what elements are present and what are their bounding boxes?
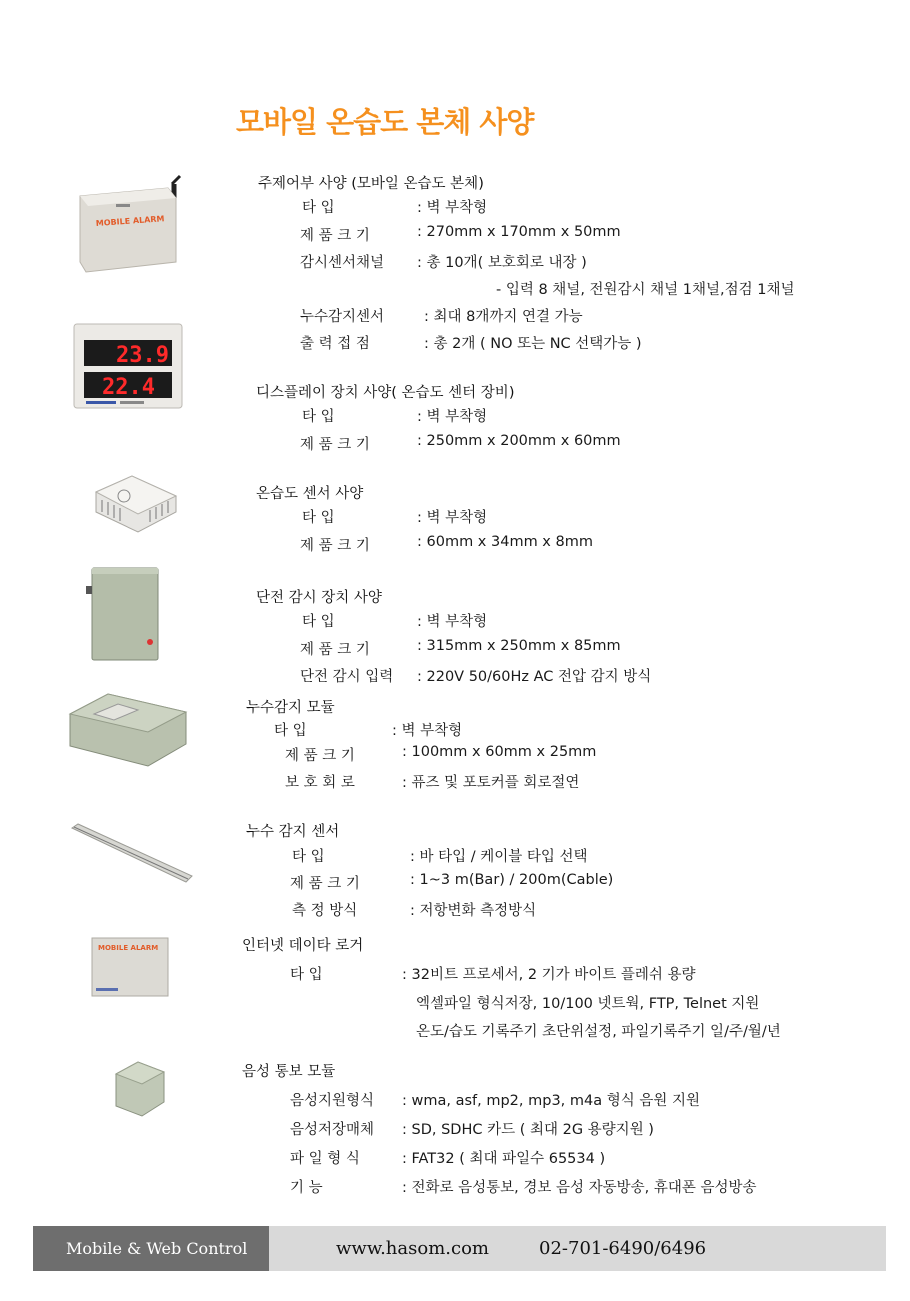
spec-value: : 100mm x 60mm x 25mm (402, 744, 597, 760)
spec-label: 제 품 크 기 (285, 748, 355, 764)
spec-label: 제 품 크 기 (300, 228, 370, 244)
spec-label: 타 입 (302, 409, 335, 425)
spec-value: : 60mm x 34mm x 8mm (417, 534, 593, 550)
spec-label: 타 입 (302, 614, 335, 630)
sensor-image (94, 472, 178, 534)
data-logger-image (90, 936, 170, 998)
spec-value: : SD, SDHC 카드 ( 최대 2G 용량지원 ) (402, 1122, 654, 1138)
spec-value: : 바 타입 / 케이블 타입 선택 (410, 849, 588, 865)
spec-value: : 최대 8개까지 연결 가능 (424, 309, 583, 325)
spec-label: 제 품 크 기 (300, 437, 370, 453)
spec-label: 출 력 접 점 (300, 336, 370, 352)
spec-value: - 입력 8 채널, 전원감시 채널 1채널,점검 1채널 (496, 282, 795, 298)
section-heading: 누수 감지 센서 (246, 824, 340, 840)
spec-value: : 저항변화 측정방식 (410, 903, 537, 919)
spec-value: : 220V 50/60Hz AC 전압 감지 방식 (417, 669, 652, 685)
footer-bar (33, 1226, 886, 1271)
spec-label: 제 품 크 기 (300, 538, 370, 554)
spec-label: 타 입 (302, 510, 335, 526)
spec-value: : 32비트 프로세서, 2 기가 바이트 플레쉬 용량 (402, 967, 696, 983)
spec-value: : 250mm x 200mm x 60mm (417, 433, 621, 449)
spec-value: : 1~3 m(Bar) / 200m(Cable) (410, 872, 614, 888)
spec-label: 측 정 방식 (292, 903, 358, 919)
spec-value: : 총 10개( 보호회로 내장 ) (417, 255, 587, 271)
spec-label: 타 입 (274, 723, 307, 739)
section-heading: 음성 통보 모듈 (242, 1064, 336, 1080)
spec-label: 타 입 (292, 849, 325, 865)
spec-label: 누수감지센서 (300, 309, 385, 325)
section-heading: 온습도 센서 사양 (256, 486, 364, 502)
spec-label: 보 호 회 로 (285, 775, 355, 791)
spec-label: 제 품 크 기 (290, 876, 360, 892)
section-heading: 누수감지 모듈 (246, 700, 335, 716)
spec-value: 엑셀파일 형식저장, 10/100 넷트웍, FTP, Telnet 지원 (416, 996, 760, 1012)
section-heading: 주제어부 사양 (모바일 온습도 본체) (258, 176, 484, 192)
spec-label: 감시센서채널 (300, 255, 385, 271)
spec-value: : 벽 부착형 (417, 614, 488, 630)
section-heading: 인터넷 데이타 로거 (242, 938, 364, 954)
voice-module-image (112, 1058, 166, 1120)
section-heading: 단전 감시 장치 사양 (256, 590, 382, 606)
spec-label: 음성저장매체 (290, 1122, 375, 1138)
spec-label: 기 능 (290, 1180, 323, 1196)
display-temperature: 23.9 (116, 343, 169, 368)
footer-website[interactable]: www.hasom.com (336, 1238, 489, 1259)
spec-value: : 315mm x 250mm x 85mm (417, 638, 621, 654)
section-heading: 디스플레이 장치 사양( 온습도 센터 장비) (256, 385, 515, 401)
spec-value: : wma, asf, mp2, mp3, m4a 형식 음원 지원 (402, 1093, 700, 1109)
spec-value: : 벽 부착형 (417, 200, 488, 216)
spec-value: 온도/습도 기록주기 초단위설정, 파일기록주기 일/주/월/년 (416, 1024, 781, 1040)
main-unit-image (76, 174, 188, 274)
spec-value: : 벽 부착형 (417, 409, 488, 425)
spec-label: 단전 감시 입력 (300, 669, 394, 685)
display-unit-image (72, 322, 186, 412)
spec-label: 파 일 형 식 (290, 1151, 360, 1167)
spec-value: : FAT32 ( 최대 파일수 65534 ) (402, 1151, 606, 1167)
spec-value: : 270mm x 170mm x 50mm (417, 224, 621, 240)
footer-phone: 02-701-6490/6496 (539, 1238, 707, 1259)
spec-value: : 벽 부착형 (392, 723, 463, 739)
spec-label: 음성지원형식 (290, 1093, 375, 1109)
page-title: 모바일 온습도 본체 사양 (236, 105, 534, 139)
power-monitor-image (86, 566, 164, 662)
data-logger-label: MOBILE ALARM (98, 944, 159, 952)
leak-sensor-image (70, 822, 194, 888)
spec-value: : 총 2개 ( NO 또는 NC 선택가능 ) (424, 336, 642, 352)
spec-value: : 벽 부착형 (417, 510, 488, 526)
main-unit-label: MOBILE ALARM (95, 214, 165, 228)
spec-value: : 전화로 음성통보, 경보 음성 자동방송, 휴대폰 음성방송 (402, 1180, 757, 1196)
spec-label: 타 입 (302, 200, 335, 216)
display-humidity: 22.4 (102, 375, 155, 400)
spec-value: : 퓨즈 및 포토커플 회로절연 (402, 775, 580, 791)
footer-tagline: Mobile & Web Control (33, 1226, 269, 1271)
spec-label: 제 품 크 기 (300, 642, 370, 658)
leak-module-image (66, 692, 190, 768)
spec-label: 타 입 (290, 967, 323, 983)
